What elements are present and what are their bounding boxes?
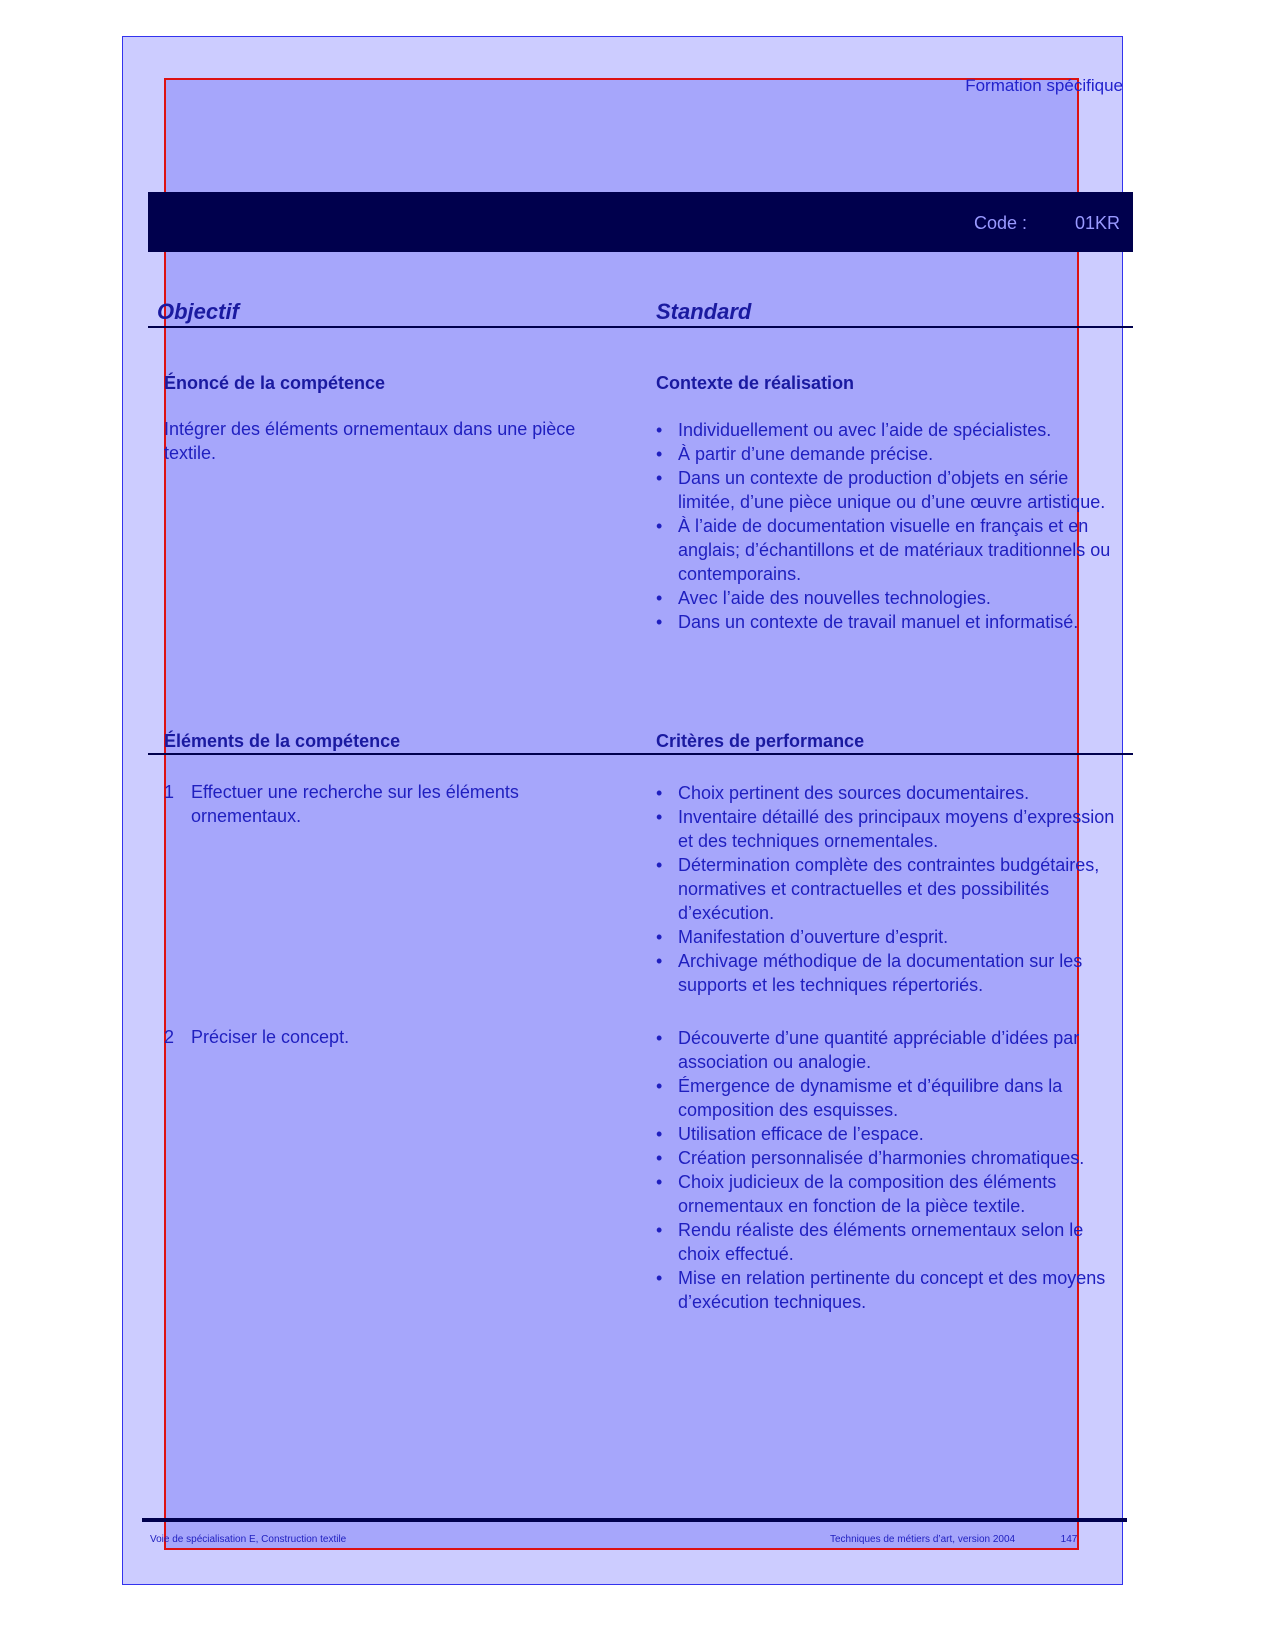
list-item: • Découverte d’une quantité appréciable d’idées par association ou analogie.	[656, 1026, 1126, 1074]
criteria-list-1	[656, 781, 1126, 997]
list-item: • Création personnalisée d’harmonies chromatiques.	[656, 1146, 1126, 1170]
list-item: • Émergence de dynamisme et d’équilibre dans la composition des esquisses.	[656, 1074, 1126, 1122]
list-item: • Choix judicieux de la composition des éléments ornementaux en fonction de la pièce textile.	[656, 1170, 1126, 1218]
page-number: 147	[1060, 1534, 1078, 1545]
list-item: • Détermination complète des contraintes budgétaires, normatives et contractuelles et des possibilités d’exécution.	[656, 853, 1126, 925]
list-item: • Manifestation d’ouverture d’esprit.	[656, 925, 1126, 949]
objective-title: Objectif	[157, 299, 239, 324]
list-item: • Mise en relation pertinente du concept et des moyens d’exécution techniques.	[656, 1266, 1126, 1314]
list-item: • Archivage méthodique de la documentation sur les supports et les techniques répertoriés.	[656, 949, 1126, 997]
element-number: 2	[164, 1027, 175, 1047]
footer-version: Techniques de métiers d’art, version 2004	[830, 1534, 1016, 1545]
context-list	[656, 418, 1126, 634]
title-rule	[148, 326, 1133, 328]
list-item: • Inventaire détaillé des principaux moyens d’expression et des techniques ornementales.	[656, 805, 1126, 853]
elements-head: Éléments de la compétence	[164, 731, 401, 751]
list-item: • Utilisation efficace de l’espace.	[656, 1122, 1126, 1146]
code-label: Code :	[974, 213, 1028, 233]
context-head: Contexte de réalisation	[656, 373, 855, 393]
element-text: Effectuer une recherche sur les éléments ornementaux.	[191, 782, 519, 826]
list-item: • Dans un contexte de travail manuel et informatisé.	[656, 610, 1126, 634]
criteria-list-2	[656, 1026, 1126, 1314]
code-value: 01KR	[1075, 213, 1121, 233]
footer-program: Voie de spécialisation E, Construction textile	[150, 1534, 347, 1545]
standard-title: Standard	[656, 299, 752, 324]
list-item: • Choix pertinent des sources documentaires.	[656, 781, 1126, 805]
competence-statement: Intégrer des éléments ornementaux dans une pièce textile.	[164, 419, 576, 463]
list-item: • À partir d’une demande précise.	[656, 442, 1126, 466]
list-item: • Avec l’aide des nouvelles technologies.	[656, 586, 1126, 610]
element-number: 1	[164, 782, 175, 802]
list-item: • À l’aide de documentation visuelle en français et en anglais; d’échantillons et de matériaux traditionnels ou contemporains.	[656, 514, 1126, 586]
section-rule	[148, 753, 1133, 755]
element-text: Préciser le concept.	[191, 1027, 350, 1047]
program-label: Formation spécifique	[965, 76, 1123, 95]
footer-document	[830, 1534, 1077, 1545]
criteria-head: Critères de performance	[656, 731, 865, 751]
competence-statement-head: Énoncé de la compétence	[164, 373, 386, 393]
list-item: • Individuellement ou avec l’aide de spécialistes.	[656, 418, 1126, 442]
list-item: • Dans un contexte de production d’objets en série limitée, d’une pièce unique ou d’une œuvre artistique.	[656, 466, 1126, 514]
list-item: • Rendu réaliste des éléments ornementaux selon le choix effectué.	[656, 1218, 1126, 1266]
footer-rule	[142, 1518, 1127, 1522]
